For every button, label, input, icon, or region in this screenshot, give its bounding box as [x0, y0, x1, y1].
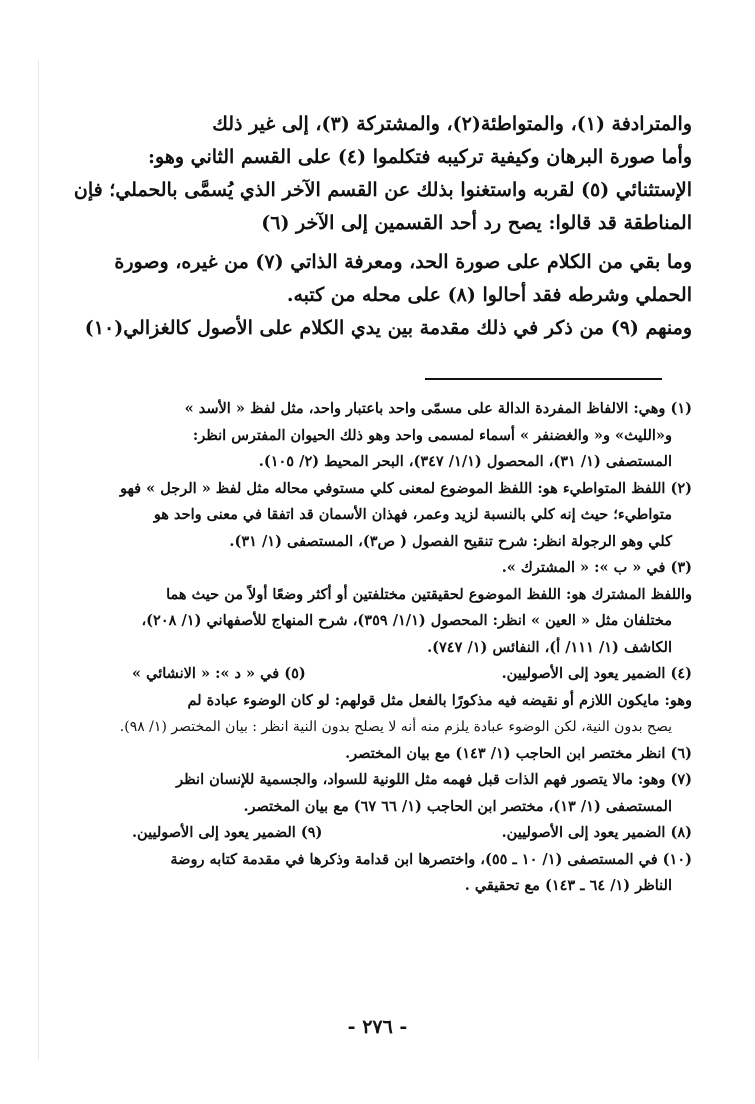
main-line: والمترادفة (١)، والمتواطئة(٢)، والمشتركة (٣)، إلى غير ذلك [212, 113, 692, 135]
main-text-body [52, 108, 692, 345]
footnote-7-line: المستصفى (١/ ١٣)، مختصر ابن الحاجب (١/ ٦٦ ٦٧) مع بيان المختصر. [243, 797, 672, 815]
footnote-row-8-9 [52, 820, 692, 847]
footnote-10-line: الناظر (١/ ٦٤ ـ ١٤٣) مع تحقيقي . [464, 877, 672, 894]
footnote-10-line: (١٠) في المستصفى (١/ ١٠ ـ ٥٥)، واختصرها ابن قدامة وذكرها في مقدمة كتابه روضة [170, 850, 692, 868]
footnote-4: (٤) الضمير يعود إلى الأصوليين. [501, 665, 692, 682]
footnotes [52, 396, 692, 900]
footnote-3-definition-line: مختلفان مثل « العين » انظر: المحصول (١/١/ ٣٥٩)، شرح المنهاج للأصفهاني (١/ ٢٠٨)، [141, 612, 672, 629]
main-line: ومنهم (٩) من ذكر في ذلك مقدمة بين يدي الكلام على الأصول كالغزالي(١٠) [84, 317, 692, 339]
footnote-2-line: كلي وهو الرجولة انظر: شرح تنقيح الفصول ( ص٣)، المستصفى (١/ ٣١). [229, 532, 672, 550]
main-line: المناطقة قد قالوا: يصح رد أحد القسمين إلى الآخر (٦) [261, 212, 692, 234]
footnote-3: (٣) في « ب »: « المشترك ». [501, 559, 692, 576]
footnote-1-line: (١) وهي: الالفاظ المفردة الدالة على مسمّى واحد باعتبار واحد، مثل لفظ « الأسد » [184, 400, 692, 417]
main-line: وأما صورة البرهان وكيفية تركيبه فتكلموا (٤) على القسم الثاني وهو: [147, 146, 692, 168]
footnote-1-line: المستصفى (١/ ٣١)، المحصول (١/١/ ٣٤٧)، البحر المحيط (٢/ ١٠٥). [258, 453, 672, 470]
footnote-7-line: (٧) وهو: مالا يتصور فهم الذات قبل فهمه مثل اللونية للسواد، والجسمية للإنسان انظر [176, 771, 692, 788]
footnote-row-4-5 [52, 661, 692, 688]
footnote-3-definition-line: الكاشف (١/ ١١١/ أ)، النفائس (١/ ٧٤٧). [427, 638, 672, 656]
scan-edge-divider [38, 60, 39, 1060]
main-line: وما بقي من الكلام على صورة الحد، ومعرفة الذاتي (٧) من غيره، وصورة [114, 251, 692, 273]
footnote-8: (٨) الضمير يعود إلى الأصوليين. [501, 824, 692, 841]
footnote-2-line: متواطيء؛ حيث إنه كلي بالنسبة لزيد وعمر، فهذان الأسمان قد اتفقا في معنى واحد هو [153, 506, 672, 523]
page-number: - ٢٧٦ - [347, 1016, 408, 1038]
footnote-1-line: و«الليث» و« والغضنفر » أسماء لمسمى واحد وهو ذلك الحيوان المفترس انظر: [192, 426, 672, 444]
main-line: الحملي وشرطه فقد أحالوا (٨) على محله من كتبه. [286, 284, 692, 306]
footnote-separator [425, 378, 662, 380]
footnote-3-definition-line: واللفظ المشترك هو: اللفظ الموضوع لحقيقتين مختلفتين أو أكثر وضعًا أولاً من حيث هما [166, 585, 692, 603]
footnote-2-line: (٢) اللفظ المتواطيء هو: اللفظ الموضوع لمعنى كلي مستوفي محاله مثل لفظ « الرجل » فهو [119, 479, 692, 497]
footnote-6: (٦) انظر مختصر ابن الحاجب (١/ ١٤٣) مع بيان المختصر. [345, 744, 692, 762]
footnote-4-definition-line: وهو: مايكون اللازم أو نقيضه فيه مذكورًا بالفعل مثل قولهم: لو كان الوضوء عبادة لم [187, 691, 692, 709]
footnote-5: (٥) في « د »: « الانشائي » [132, 665, 306, 682]
main-line: الإستثنائي (٥) لقربه واستغنوا بذلك عن القسم الآخر الذي يُسمَّى بالحملي؛ فإن [73, 179, 692, 201]
footnote-9: (٩) الضمير يعود إلى الأصوليين. [132, 824, 323, 841]
footnote-4-definition-line: يصح بدون النية، لكن الوضوء عبادة يلزم منه أنه لا يصلح بدون النية انظر : بيان المختصر (١/ ٩٨). [119, 719, 672, 735]
